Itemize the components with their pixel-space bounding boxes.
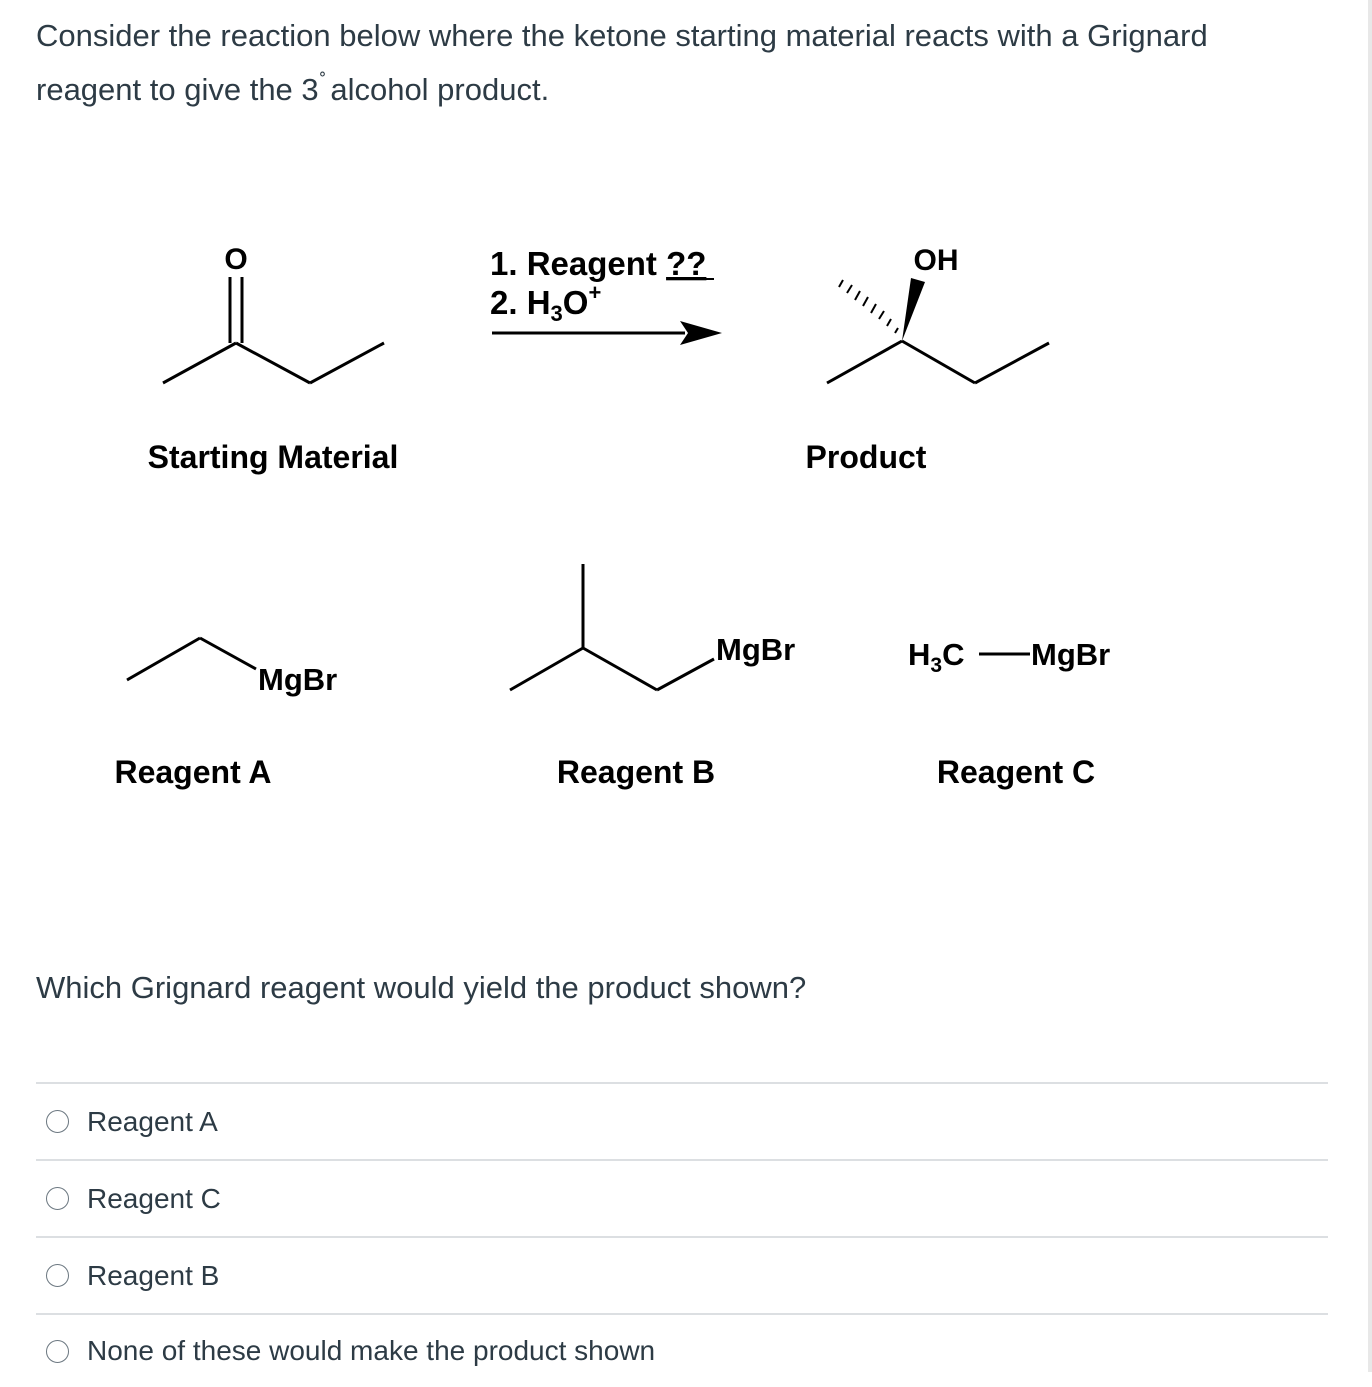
reagent-a-structure <box>127 638 337 697</box>
ketone-oxygen: O <box>224 243 248 276</box>
bond <box>827 341 902 383</box>
step2-text <box>490 280 601 326</box>
bond <box>902 341 975 383</box>
bond <box>200 638 256 669</box>
answer-label: Reagent C <box>87 1182 221 1214</box>
reagent-b-label: Reagent B <box>556 754 716 790</box>
answer-option-reagent-a[interactable] <box>36 1082 1328 1159</box>
reagent-b-structure <box>510 564 795 690</box>
starting-material-label: Starting Material <box>147 439 399 475</box>
reaction-arrow-head <box>680 321 722 345</box>
answer-label: Reagent B <box>87 1259 220 1291</box>
hash-bond <box>839 280 898 333</box>
question-text-part1: Consider the reaction below where the ketone starting material reacts with a Grignard reagent to give the 3 <box>36 18 1208 107</box>
question-prompt: Which Grignard reagent would yield the product shown? <box>36 970 807 1005</box>
radio-button[interactable] <box>46 1187 69 1210</box>
reaction-diagram <box>0 210 1372 830</box>
reaction-conditions <box>490 245 722 345</box>
reagent-c-mgbr: MgBr <box>1031 637 1111 672</box>
radio-button[interactable] <box>46 1340 69 1363</box>
reagent-c-structure <box>908 637 1110 677</box>
step1-unknown: ?? <box>666 245 707 282</box>
bond <box>657 659 714 690</box>
bond <box>236 343 310 383</box>
reagent-c-subscript: 3 <box>930 654 943 677</box>
reagent-c-label: Reagent C <box>936 754 1096 790</box>
radio-button[interactable] <box>46 1264 69 1287</box>
degree-symbol: ˚ <box>319 71 327 93</box>
answer-label: Reagent A <box>87 1105 218 1137</box>
reagent-a-label: Reagent A <box>114 754 272 790</box>
step1-prefix: 1. Reagent <box>490 245 667 282</box>
question-text-part2: alcohol product. <box>330 72 550 107</box>
starting-material-structure <box>163 243 384 383</box>
bond <box>310 343 384 383</box>
step2-oxygen: O <box>562 284 589 321</box>
bond <box>127 638 200 680</box>
question-text <box>36 12 1296 113</box>
reagent-c-carbon: C <box>942 637 965 672</box>
reagent-b-mgbr: MgBr <box>716 632 796 667</box>
answer-list <box>36 1082 1328 1387</box>
wedge-bond <box>902 278 925 341</box>
step2-superscript: + <box>588 280 602 305</box>
reagent-c-methyl <box>908 637 964 677</box>
product-label: Product <box>805 439 927 475</box>
product-hydroxyl: OH <box>913 244 959 277</box>
product-structure <box>827 244 1049 383</box>
bond <box>583 648 657 690</box>
bond <box>510 648 583 690</box>
step2-subscript: 3 <box>550 301 563 326</box>
answer-option-none[interactable] <box>36 1313 1328 1387</box>
answer-label: None of these would make the product shown <box>87 1335 656 1366</box>
answer-option-reagent-c[interactable] <box>36 1159 1328 1236</box>
radio-button[interactable] <box>46 1110 69 1133</box>
reaction-diagram-svg <box>0 210 1372 830</box>
step2-prefix: 2. H <box>490 284 551 321</box>
bond <box>975 343 1049 383</box>
bond <box>163 343 236 383</box>
reagent-c-h: H <box>908 637 931 672</box>
step1-text <box>490 245 706 282</box>
reagent-a-mgbr: MgBr <box>258 662 338 697</box>
answer-option-reagent-b[interactable] <box>36 1236 1328 1313</box>
